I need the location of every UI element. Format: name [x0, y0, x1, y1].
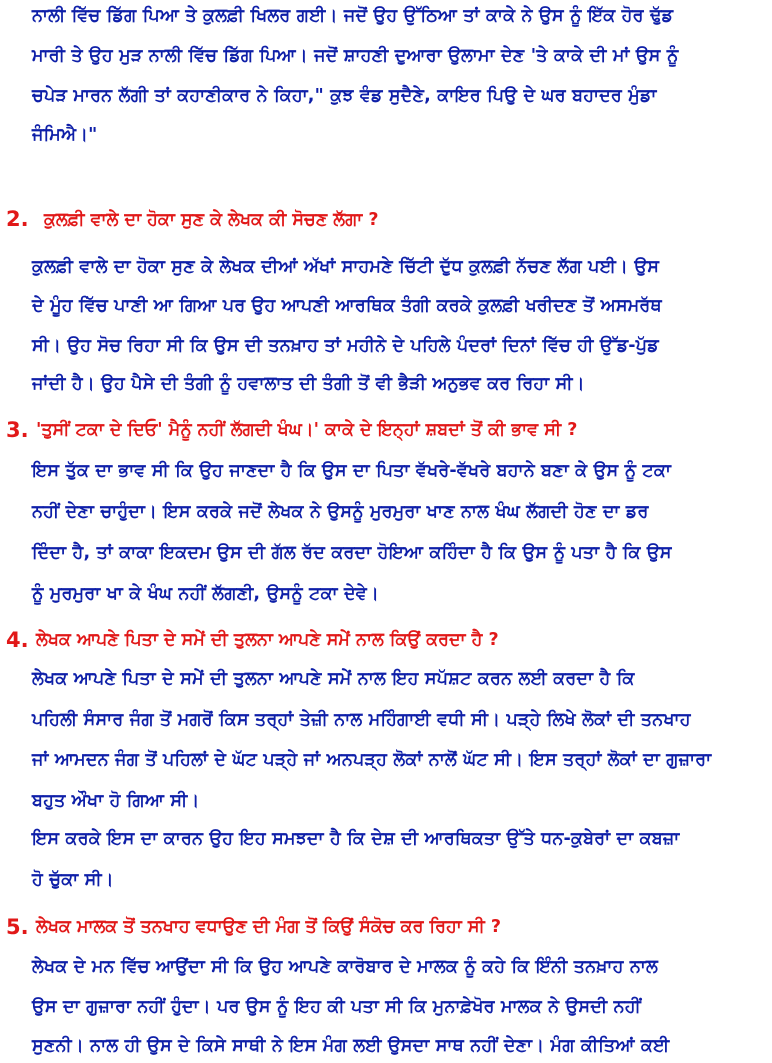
intro-line-4: ਜੰਮਿਐ।" [32, 125, 98, 145]
question-4-number: 4. [6, 628, 29, 652]
answer-4-line-2: ਪਹਿਲੀ ਸੰਸਾਰ ਜੰਗ ਤੋਂ ਮਗਰੋਂ ਕਿਸ ਤਰ੍ਹਾਂ ਤੇਜ਼ੀ ਨਾਲ ਮਹਿੰਗਾਈ ਵਧੀ ਸੀ। ਪੜ੍ਹੇ ਲਿਖੇ ਲੋਕਾਂ ਦੀ ਤਨਖਾਹ [32, 710, 691, 730]
question-2-number: 2. [6, 207, 29, 231]
answer-5-line-1: ਲੇਖਕ ਦੇ ਮਨ ਵਿੱਚ ਆਉਂਦਾ ਸੀ ਕਿ ਉਹ ਆਪਣੇ ਕਾਰੋਬਾਰ ਦੇ ਮਾਲਕ ਨੂੰ ਕਹੇ ਕਿ ਇੰਨੀ ਤਨਖ਼ਾਹ ਨਾਲ [32, 957, 659, 977]
answer-4-line-3: ਜਾਂ ਆਮਦਨ ਜੰਗ ਤੋਂ ਪਹਿਲਾਂ ਦੇ ਘੱਟ ਪੜ੍ਹੇ ਜਾਂ ਅਨਪੜ੍ਹ ਲੋਕਾਂ ਨਾਲੋਂ ਘੱਟ ਸੀ। ਇਸ ਤਰ੍ਹਾਂ ਲੋਕਾਂ ਦਾ ਗੁਜ਼ਾਰਾ [32, 750, 712, 770]
answer-3-line-4: ਨੂੰ ਮੁਰਮੁਰਾ ਖਾ ਕੇ ਖੰਘ ਨਹੀਂ ਲੱਗਣੀ, ਉਸਨੂੰ ਟਕਾ ਦੇਵੇ। [32, 584, 379, 604]
intro-line-3: ਚਪੇੜ ਮਾਰਨ ਲੱਗੀ ਤਾਂ ਕਹਾਣੀਕਾਰ ਨੇ ਕਿਹਾ," ਕੁਝ ਵੰਡ ਸੁਦੈਣੇ, ਕਾਇਰ ਪਿਉ ਦੇ ਘਰ ਬਹਾਦਰ ਮੁੰਡਾ [32, 86, 657, 106]
answer-3-line-1: ਇਸ ਤੁੱਕ ਦਾ ਭਾਵ ਸੀ ਕਿ ਉਹ ਜਾਣਦਾ ਹੈ ਕਿ ਉਸ ਦਾ ਪਿਤਾ ਵੱਖਰੇ-ਵੱਖਰੇ ਬਹਾਨੇ ਬਣਾ ਕੇ ਉਸ ਨੂੰ ਟਕਾ [32, 461, 672, 481]
answer-4-line-4: ਬਹੁਤ ਔਖਾ ਹੋ ਗਿਆ ਸੀ। [32, 791, 200, 811]
question-4-text: ਲੇਖਕ ਆਪਣੇ ਪਿਤਾ ਦੇ ਸਮੇਂ ਦੀ ਤੁਲਨਾ ਆਪਣੇ ਸਮੇਂ ਨਾਲ ਕਿਉਂ ਕਰਦਾ ਹੈ ? [36, 630, 499, 650]
answer-2-line-1: ਕੁਲਫ਼ੀ ਵਾਲੇ ਦਾ ਹੋਕਾ ਸੁਣ ਕੇ ਲੇਖਕ ਦੀਆਂ ਅੱਖਾਂ ਸਾਹਮਣੇ ਚਿੱਟੀ ਦੁੱਧ ਕੁਲਫ਼ੀ ਨੱਚਣ ਲੱਗ ਪਈ। ਉਸ [32, 257, 660, 277]
intro-line-2: ਮਾਰੀ ਤੇ ਉਹ ਮੁੜ ਨਾਲੀ ਵਿੱਚ ਡਿੱਗ ਪਿਆ। ਜਦੋਂ ਸ਼ਾਹਣੀ ਦੁਆਰਾ ਉਲਾਮਾ ਦੇਣ 'ਤੇ ਕਾਕੇ ਦੀ ਮਾਂ ਉਸ ਨੂੰ [32, 46, 679, 66]
question-2-text: ਕੁਲਫ਼ੀ ਵਾਲੇ ਦਾ ਹੋਕਾ ਸੁਣ ਕੇ ਲੇਖਕ ਕੀ ਸੋਚਣ ਲੱਗਾ ? [44, 210, 379, 230]
answer-4-line-6: ਹੋ ਚੁੱਕਾ ਸੀ। [32, 870, 114, 890]
answer-2-line-3: ਸੀ। ਉਹ ਸੋਚ ਰਿਹਾ ਸੀ ਕਿ ਉਸ ਦੀ ਤਨਖ਼ਾਹ ਤਾਂ ਮਹੀਨੇ ਦੇ ਪਹਿਲੇ ਪੰਦਰਾਂ ਦਿਨਾਂ ਵਿੱਚ ਹੀ ਉੱਡ-ਪੁੱਡ [32, 336, 659, 356]
answer-3-line-3: ਦਿੰਦਾ ਹੈ, ਤਾਂ ਕਾਕਾ ਇਕਦਮ ਉਸ ਦੀ ਗੱਲ ਰੱਦ ਕਰਦਾ ਹੋਇਆ ਕਹਿੰਦਾ ਹੈ ਕਿ ਉਸ ਨੂੰ ਪਤਾ ਹੈ ਕਿ ਉਸ [32, 543, 672, 563]
intro-line-1: ਨਾਲੀ ਵਿੱਚ ਡਿੱਗ ਪਿਆ ਤੇ ਕੁਲਫ਼ੀ ਖਿਲਰ ਗਈ। ਜਦੋਂ ਉਹ ਉੱਠਿਆ ਤਾਂ ਕਾਕੇ ਨੇ ਉਸ ਨੂੰ ਇੱਕ ਹੋਰ ਢੁੱਡ [32, 6, 674, 26]
answer-2-line-2: ਦੇ ਮੂੰਹ ਵਿੱਚ ਪਾਣੀ ਆ ਗਿਆ ਪਰ ਉਹ ਆਪਣੀ ਆਰਥਿਕ ਤੰਗੀ ਕਰਕੇ ਕੁਲਫ਼ੀ ਖਰੀਦਣ ਤੋਂ ਅਸਮਰੱਥ [32, 296, 662, 316]
answer-3-line-2: ਨਹੀਂ ਦੇਣਾ ਚਾਹੁੰਦਾ। ਇਸ ਕਰਕੇ ਜਦੋਂ ਲੇਖਕ ਨੇ ਉਸਨੂੰ ਮੁਰਮੁਰਾ ਖਾਣ ਨਾਲ ਖੰਘ ਲੱਗਦੀ ਹੋਣ ਦਾ ਡਰ [32, 502, 649, 522]
question-5-text: ਲੇਖਕ ਮਾਲਕ ਤੋਂ ਤਨਖਾਹ ਵਧਾਉਣ ਦੀ ਮੰਗ ਤੋਂ ਕਿਉਂ ਸੰਕੋਚ ਕਰ ਰਿਹਾ ਸੀ ? [36, 917, 502, 937]
answer-4-line-1: ਲੇਖਕ ਆਪਣੇ ਪਿਤਾ ਦੇ ਸਮੇਂ ਦੀ ਤੁਲਨਾ ਆਪਣੇ ਸਮੇਂ ਨਾਲ ਇਹ ਸਪੱਸ਼ਟ ਕਰਨ ਲਈ ਕਰਦਾ ਹੈ ਕਿ [32, 669, 635, 689]
answer-5-line-3: ਸੁਣਨੀ। ਨਾਲ ਹੀ ਉਸ ਦੇ ਕਿਸੇ ਸਾਥੀ ਨੇ ਇਸ ਮੰਗ ਲਈ ਉਸਦਾ ਸਾਥ ਨਹੀਂ ਦੇਣਾ। ਮੰਗ ਕੀਤਿਆਂ ਕਈ [32, 1036, 670, 1056]
question-5-number: 5. [6, 915, 29, 939]
answer-2-line-4: ਜਾਂਦੀ ਹੈ। ਉਹ ਪੈਸੇ ਦੀ ਤੰਗੀ ਨੂੰ ਹਵਾਲਾਤ ਦੀ ਤੰਗੀ ਤੋਂ ਵੀ ਭੈੜੀ ਅਨੁਭਵ ਕਰ ਰਿਹਾ ਸੀ। [32, 374, 585, 394]
answer-4-line-5: ਇਸ ਕਰਕੇ ਇਸ ਦਾ ਕਾਰਨ ਉਹ ਇਹ ਸਮਝਦਾ ਹੈ ਕਿ ਦੇਸ਼ ਦੀ ਆਰਥਿਕਤਾ ਉੱਤੇ ਧਨ-ਕੁਬੇਰਾਂ ਦਾ ਕਬਜ਼ਾ [32, 829, 680, 849]
answer-5-line-2: ਉਸ ਦਾ ਗੁਜ਼ਾਰਾ ਨਹੀਂ ਹੁੰਦਾ। ਪਰ ਉਸ ਨੂੰ ਇਹ ਕੀ ਪਤਾ ਸੀ ਕਿ ਮੁਨਾਫ਼ੇਖੋਰ ਮਾਲਕ ਨੇ ਉਸਦੀ ਨਹੀਂ [32, 997, 641, 1017]
question-3-number: 3. [6, 418, 29, 442]
question-3-text: 'ਤੁਸੀਂ ਟਕਾ ਦੇ ਦਿਓ' ਮੈਨੂੰ ਨਹੀਂ ਲੱਗਦੀ ਖੰਘ।' ਕਾਕੇ ਦੇ ਇਨ੍ਹਾਂ ਸ਼ਬਦਾਂ ਤੋਂ ਕੀ ਭਾਵ ਸੀ ? [36, 420, 578, 440]
